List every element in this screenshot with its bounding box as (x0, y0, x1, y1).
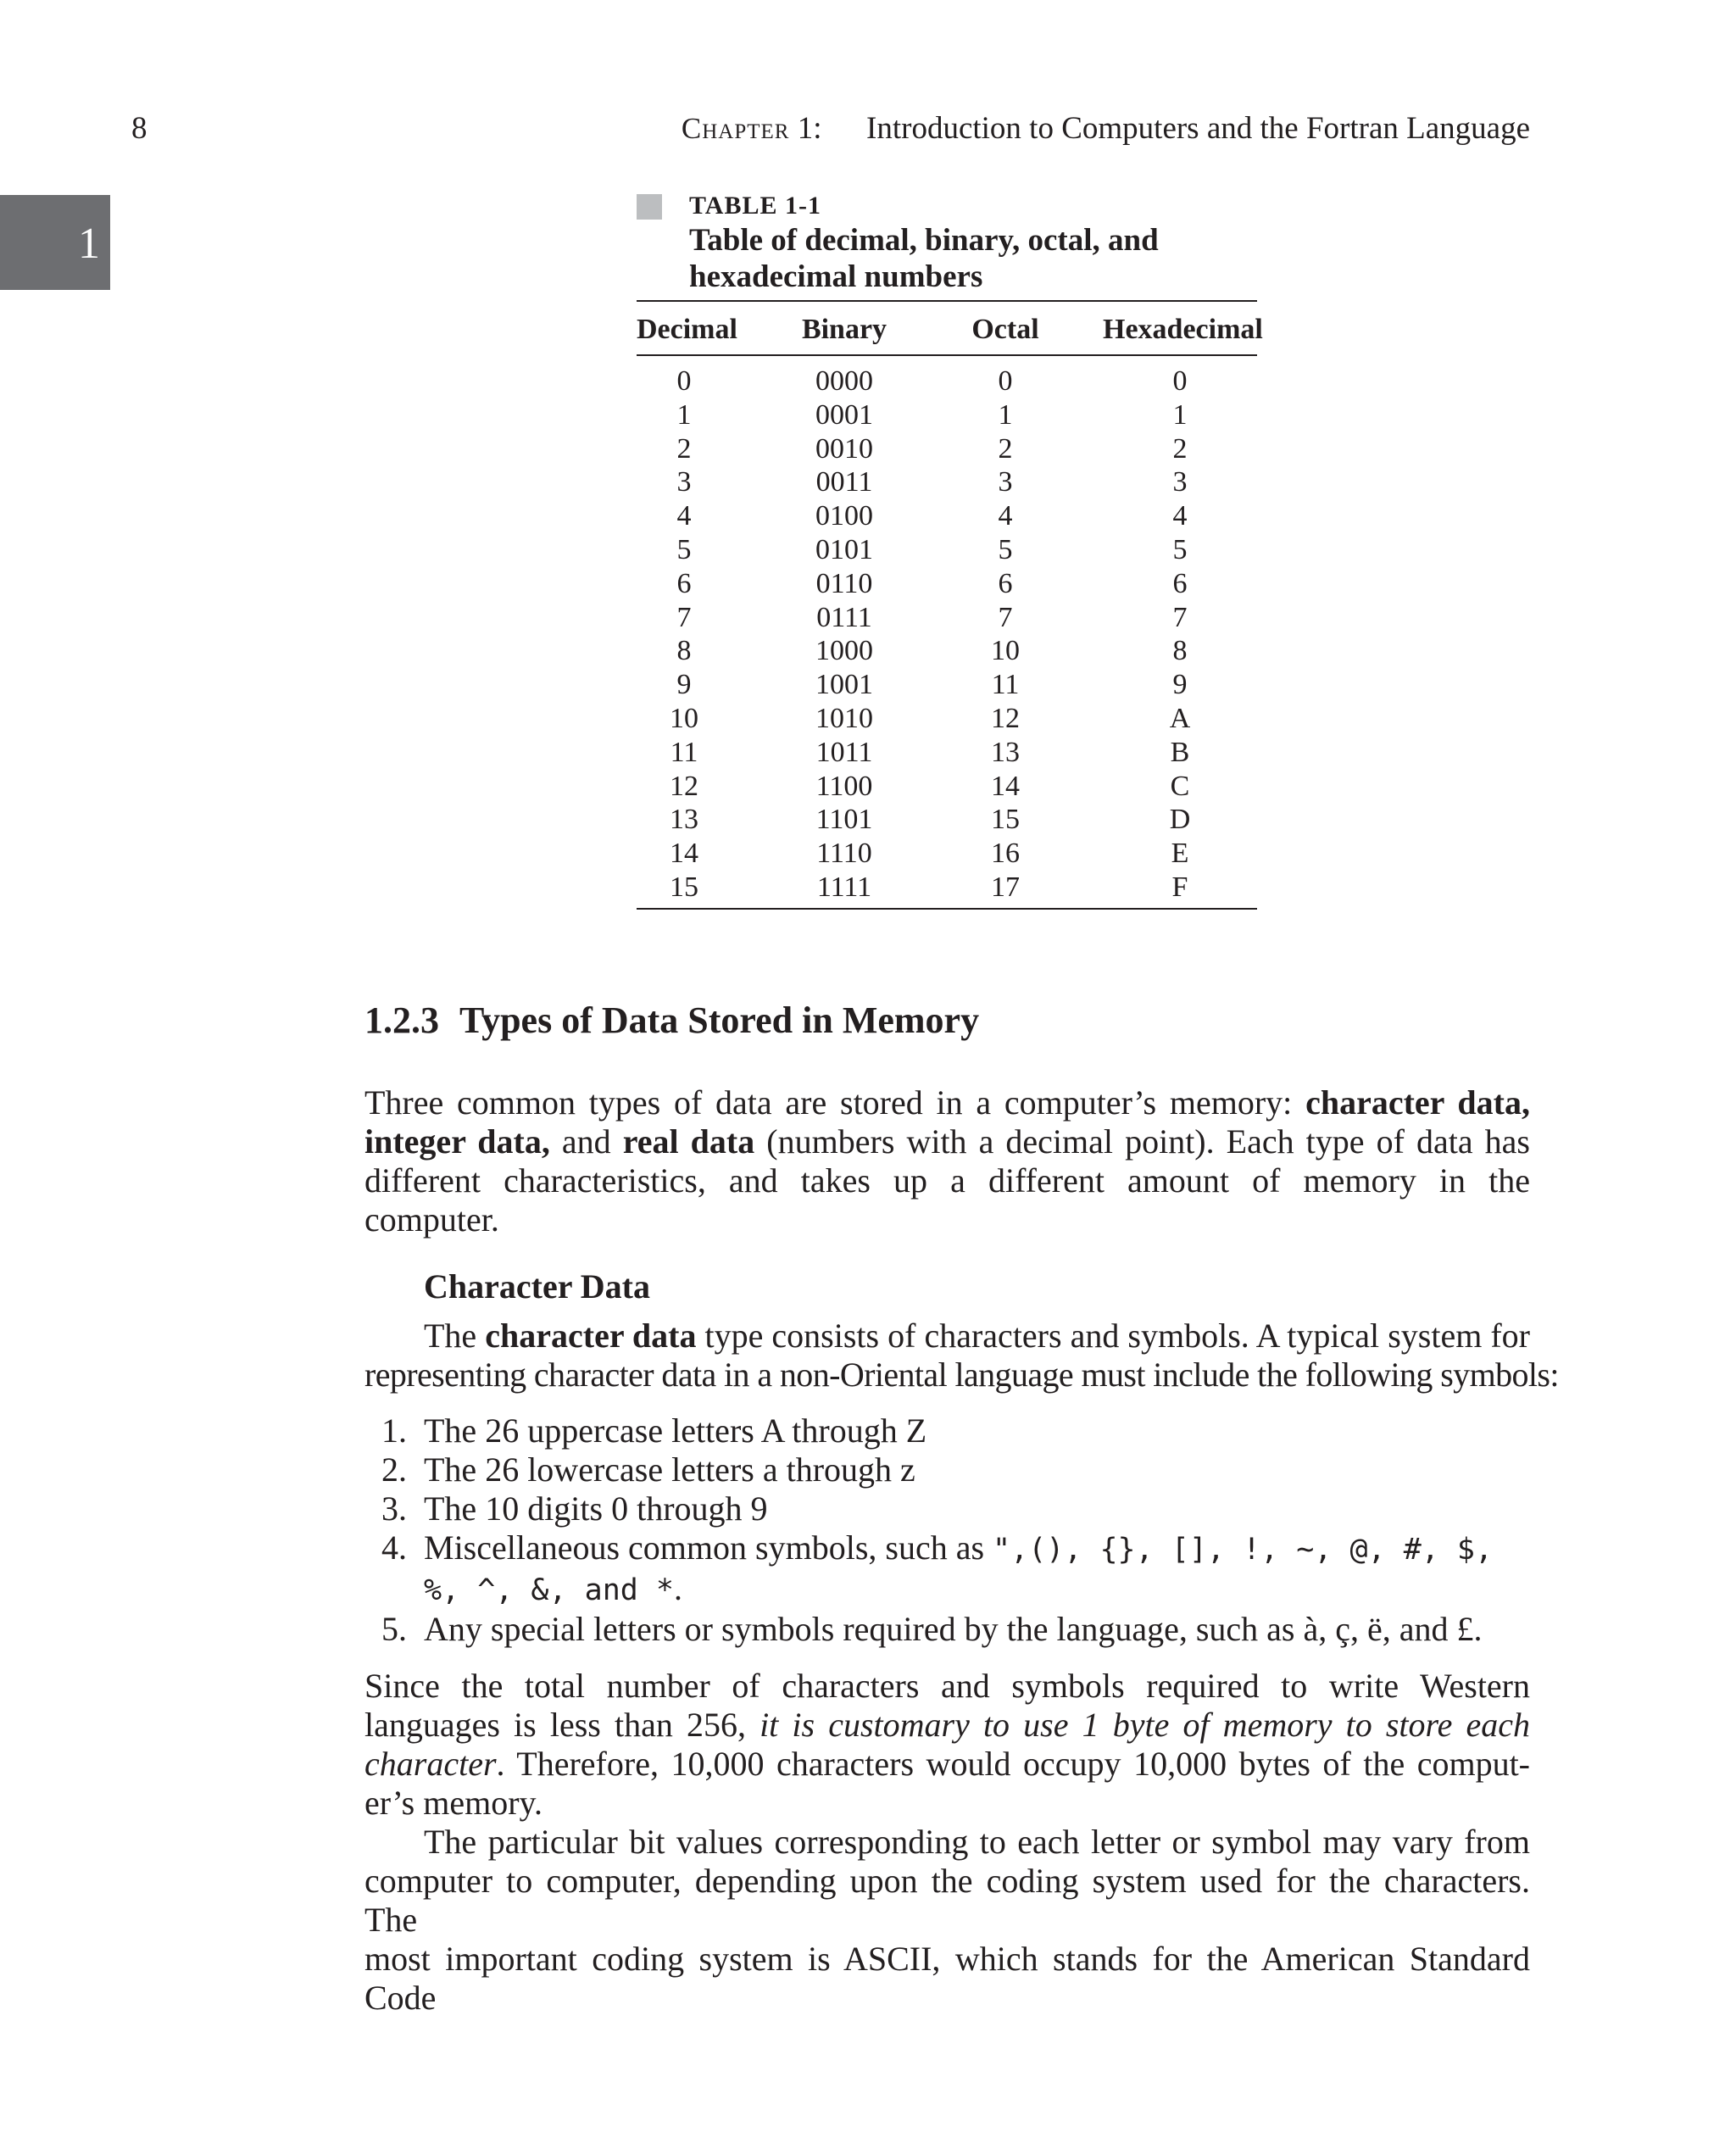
cell-octal: 0 (998, 365, 1013, 397)
table-row (637, 499, 1257, 533)
since-text: . Therefore, 10,000 characters would occupy 10,000 bytes of the comput- (496, 1745, 1530, 1783)
char-line-1 (364, 1317, 1530, 1356)
cell-octal: 16 (991, 838, 1020, 870)
character-data-paragraph (364, 1317, 1559, 1395)
cell-decimal: 1 (676, 398, 692, 431)
char-text: The (424, 1317, 486, 1355)
cell-octal: 1 (998, 398, 1013, 431)
cell-hexadecimal: 0 (1172, 365, 1188, 397)
cell-decimal: 9 (676, 669, 692, 701)
column-header-octal: Octal (971, 314, 1039, 345)
cell-hexadecimal: E (1171, 838, 1189, 870)
table-title: Table of decimal, binary, octal, and hexadecimal numbers (689, 223, 1159, 294)
table-bottom-rule (637, 908, 1257, 910)
caption-square-icon (637, 194, 662, 220)
symbol-list (364, 1411, 1530, 1649)
cell-decimal: 15 (670, 871, 698, 903)
cell-octal: 2 (998, 432, 1013, 465)
cell-decimal: 11 (670, 736, 698, 768)
cell-hexadecimal: A (1169, 703, 1191, 734)
since-paragraph (364, 1667, 1530, 1823)
term-real-data: real data (622, 1122, 755, 1161)
table-row (637, 533, 1257, 567)
char-text: type consists of characters and symbols. A typical system for (696, 1317, 1530, 1355)
cell-hexadecimal: D (1169, 804, 1191, 836)
table-row (637, 567, 1257, 601)
table-row (637, 770, 1257, 804)
table-header-row (637, 313, 1263, 347)
cell-decimal: 2 (676, 432, 692, 465)
cell-hexadecimal: 3 (1172, 466, 1188, 498)
cell-binary: 0111 (816, 601, 872, 633)
list-item-code: ",(), {}, [], !, ~, @, #, $, (993, 1533, 1494, 1567)
section-title: Types of Data Stored in Memory (459, 999, 980, 1041)
cell-octal: 11 (991, 669, 1020, 701)
cell-binary: 0011 (815, 466, 873, 498)
table-row (637, 803, 1257, 837)
term-character-data: character data, (1305, 1083, 1531, 1122)
list-item-number: 3. (381, 1489, 407, 1528)
cell-hexadecimal: 1 (1172, 398, 1188, 431)
list-item-number: 4. (381, 1528, 407, 1567)
cell-binary: 1011 (815, 736, 873, 768)
table-row (637, 736, 1257, 770)
cell-hexadecimal: 5 (1172, 534, 1188, 565)
cell-decimal: 3 (676, 466, 692, 498)
cell-octal: 5 (998, 534, 1013, 565)
cell-decimal: 10 (670, 703, 698, 734)
cell-hexadecimal: 7 (1172, 601, 1188, 633)
intro-line-2 (364, 1122, 1530, 1161)
cell-decimal: 4 (676, 500, 692, 532)
cell-binary: 1010 (815, 703, 873, 734)
cell-decimal: 0 (676, 365, 692, 397)
cell-octal: 7 (998, 601, 1013, 633)
cell-decimal: 7 (676, 601, 692, 633)
cell-binary: 1110 (816, 838, 872, 870)
cell-octal: 17 (991, 871, 1020, 903)
list-item-text: The 26 lowercase letters a through z (424, 1450, 915, 1489)
cell-binary: 0101 (815, 534, 873, 565)
cell-octal: 14 (991, 770, 1020, 802)
intro-text: Three common types of data are stored in a computer’s memory: (364, 1083, 1306, 1122)
cell-binary: 0100 (815, 500, 873, 532)
cell-decimal: 6 (676, 567, 692, 599)
running-head-chapter-title: Introduction to Computers and the Fortran Language (866, 111, 1530, 146)
running-head (682, 110, 1530, 147)
list-item (364, 1450, 1530, 1489)
cell-octal: 15 (991, 804, 1020, 836)
list-item-number: 2. (381, 1450, 407, 1489)
cell-binary: 0000 (815, 365, 873, 397)
table-row (637, 668, 1257, 702)
list-item (364, 1528, 1530, 1610)
cell-decimal: 8 (676, 635, 692, 667)
table-row (637, 432, 1257, 466)
table-row (637, 702, 1257, 736)
section-number: 1.2.3 (364, 999, 439, 1041)
cell-octal: 10 (991, 635, 1020, 667)
column-header-hexadecimal: Hexadecimal (1103, 314, 1263, 345)
ascii-paragraph (364, 1823, 1530, 2018)
list-item-code: %, ^, &, and * (424, 1573, 675, 1607)
list-item-text: The 26 uppercase letters A through Z (424, 1411, 927, 1450)
cell-binary: 0001 (815, 398, 873, 431)
ascii-line-3: most important coding system is ASCII, which stands for the American Standard Code (364, 1940, 1530, 2017)
running-head-chapter-number: 1: (797, 111, 822, 146)
ascii-line-1: The particular bit values corresponding to each letter or symbol may vary from (424, 1823, 1530, 1861)
intro-line-1 (364, 1083, 1530, 1122)
cell-hexadecimal: 4 (1172, 500, 1188, 532)
cell-hexadecimal: 6 (1172, 567, 1188, 599)
cell-binary: 1100 (815, 770, 873, 802)
since-line-2 (364, 1706, 1530, 1745)
table-row (637, 365, 1257, 398)
table-row (637, 398, 1257, 432)
intro-line-3: different characteristics, and takes up a different amount of memory in the (364, 1161, 1530, 1200)
since-emphasis: character (364, 1745, 497, 1783)
list-item-text: . (674, 1569, 683, 1607)
list-item-number: 5. (381, 1610, 407, 1648)
list-item-number: 1. (381, 1411, 407, 1450)
list-item (364, 1411, 1530, 1450)
column-header-decimal: Decimal (637, 314, 737, 345)
page-number: 8 (131, 111, 147, 146)
table-label: TABLE 1-1 (689, 192, 821, 220)
cell-hexadecimal: 2 (1172, 432, 1188, 465)
char-line-2: representing character data in a non-Oriental language must include the following symbols: (364, 1356, 1559, 1394)
since-line-1: Since the total number of characters and symbols required to write Western (364, 1667, 1530, 1705)
table-row (637, 601, 1257, 635)
cell-binary: 1111 (816, 871, 872, 903)
cell-octal: 12 (991, 703, 1020, 734)
cell-decimal: 13 (670, 804, 698, 836)
list-item (364, 1489, 1530, 1528)
term-integer-data: integer data, (364, 1122, 550, 1161)
chapter-tab (0, 195, 110, 290)
cell-decimal: 14 (670, 838, 698, 870)
column-header-binary: Binary (801, 314, 887, 345)
list-item-text: The 10 digits 0 through 9 (424, 1489, 768, 1528)
chapter-tab-number: 1 (78, 220, 100, 268)
table-row (637, 634, 1257, 668)
table-row (637, 871, 1257, 905)
intro-text: and (549, 1122, 623, 1161)
running-head-chapter-word: Chapter (681, 112, 790, 145)
cell-hexadecimal: 8 (1172, 635, 1188, 667)
cell-octal: 4 (998, 500, 1013, 532)
cell-hexadecimal: 9 (1172, 669, 1188, 701)
intro-text: (numbers with a decimal point). Each type of data has (754, 1122, 1530, 1161)
intro-line-4: computer. (364, 1200, 499, 1239)
ascii-line-2: computer to computer, depending upon the coding system used for the characters. The (364, 1862, 1530, 1939)
subheading-character-data: Character Data (424, 1267, 650, 1306)
cell-binary: 0010 (815, 432, 873, 465)
since-emphasis: it is customary to use 1 byte of memory to store each (760, 1706, 1530, 1744)
section-heading (364, 999, 979, 1042)
term-character-data: character data (485, 1317, 697, 1355)
cell-octal: 6 (998, 567, 1013, 599)
cell-hexadecimal: F (1171, 871, 1188, 903)
since-line-3 (364, 1745, 1530, 1784)
cell-binary: 0110 (815, 567, 873, 599)
list-item-text: Any special letters or symbols required by the language, such as à, ç, ë, and £. (424, 1610, 1483, 1648)
table-header-rule (637, 354, 1257, 356)
cell-decimal: 12 (670, 770, 698, 802)
intro-paragraph (364, 1083, 1530, 1239)
since-text: languages is less than 256, (364, 1706, 760, 1744)
cell-octal: 13 (991, 736, 1020, 768)
table-row (637, 465, 1257, 499)
cell-decimal: 5 (676, 534, 692, 565)
cell-binary: 1101 (815, 804, 873, 836)
table-top-rule (637, 300, 1257, 302)
since-line-4: er’s memory. (364, 1784, 542, 1822)
cell-hexadecimal: B (1170, 736, 1190, 768)
cell-binary: 1001 (815, 669, 873, 701)
list-item-text: Miscellaneous common symbols, such as (424, 1528, 993, 1567)
cell-hexadecimal: C (1170, 770, 1190, 802)
cell-binary: 1000 (815, 635, 873, 667)
cell-octal: 3 (998, 466, 1013, 498)
table-row (637, 837, 1257, 871)
list-item (364, 1610, 1530, 1649)
